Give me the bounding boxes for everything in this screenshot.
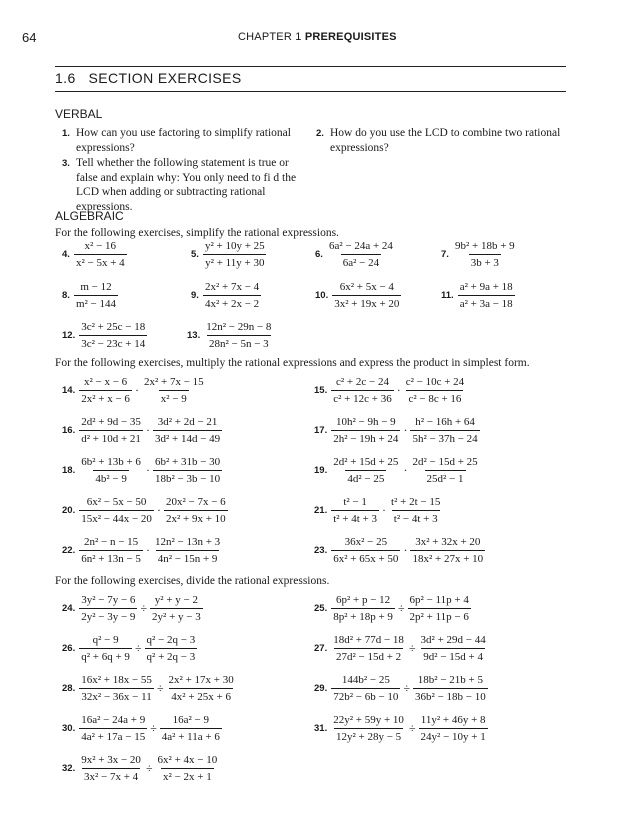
denominator: 9d² − 15d + 4 (421, 648, 485, 663)
numerator: 2x² + 7x − 4 (204, 281, 260, 293)
operator: · (145, 423, 150, 437)
denominator: q² + 6q + 9 (79, 648, 132, 663)
fraction (79, 456, 143, 485)
fraction (410, 416, 479, 445)
numerator: 2x² + 7x − 15 (143, 376, 204, 388)
operator: ÷ (156, 681, 164, 695)
denominator: 4a² + 11a + 6 (160, 728, 222, 743)
denominator: 2y² + y − 3 (150, 608, 203, 623)
denominator: a² + 3a − 18 (458, 295, 515, 310)
numerator: q² − 9 (92, 634, 119, 646)
denominator: 6a² − 24 (341, 254, 381, 269)
exercise-11 (441, 281, 515, 310)
denominator: 4x² + 2x − 2 (203, 295, 261, 310)
section-title (55, 70, 242, 86)
section-number: 1.6 (55, 70, 76, 86)
exercise-number: 6. (315, 249, 323, 260)
fraction (167, 674, 236, 703)
operator: · (403, 463, 408, 477)
exercise-number: 5. (191, 249, 199, 260)
divide-instructions: For the following exercises, divide the rational expressions. (55, 575, 330, 587)
fraction (332, 281, 401, 310)
denominator: 2h² − 19h + 24 (331, 430, 400, 445)
exercise-7 (441, 240, 517, 269)
exercise-number: 17. (314, 425, 328, 436)
exercise-18 (62, 456, 222, 485)
exercise-number: 9. (191, 290, 199, 301)
operator: · (396, 383, 401, 397)
exercise-number: 11. (441, 290, 454, 301)
fraction (203, 281, 261, 310)
denominator: 8p² + 18p + 9 (331, 608, 395, 623)
exercise-12 (62, 321, 147, 350)
fraction (74, 281, 118, 310)
exercise-number: 30. (62, 723, 76, 734)
operator: · (156, 503, 161, 517)
exercise-number: 12. (62, 330, 76, 341)
operator: · (134, 383, 139, 397)
operator: ÷ (403, 681, 411, 695)
exercise-23 (314, 536, 485, 565)
chapter-label: CHAPTER 1 (238, 31, 302, 43)
exercise-number: 22. (62, 545, 76, 556)
numerator: 2d² + 9d − 35 (81, 416, 141, 428)
exercise-number: 32. (62, 763, 76, 774)
fraction (203, 240, 267, 269)
numerator: 16x² + 18x − 55 (81, 674, 152, 686)
fraction (79, 536, 143, 565)
fraction (331, 456, 400, 485)
numerator: x² − 16 (84, 240, 117, 252)
exercise-17 (314, 416, 480, 445)
numerator: 6x² + 5x − 4 (339, 281, 394, 293)
denominator: 3c² − 23c + 14 (79, 335, 147, 350)
exercise-number: 8. (62, 290, 70, 301)
numerator: 2x² + 17x + 30 (168, 674, 234, 686)
denominator: 18b² − 3b − 10 (153, 470, 222, 485)
numerator: 6b² + 31b − 30 (154, 456, 221, 468)
numerator: 6a² − 24a + 24 (328, 240, 393, 252)
numerator: 6b² + 13b + 6 (81, 456, 141, 468)
denominator: 4a² + 17a − 15 (79, 728, 147, 743)
question-text: Tell whether the following statement is true or false and explain why: You only need to fi d the LCD when adding or subtracting rational expressions. (76, 157, 297, 213)
exercise-9 (191, 281, 261, 310)
exercise-number: 14. (62, 385, 76, 396)
section-title-text: SECTION EXERCISES (88, 70, 242, 86)
numerator: q² − 2q − 3 (146, 634, 196, 646)
exercise-25 (314, 594, 471, 623)
fraction (327, 240, 395, 269)
fraction (331, 594, 395, 623)
denominator: 3d² + 14d − 49 (153, 430, 222, 445)
fraction (145, 634, 198, 663)
exercise-4 (62, 240, 127, 269)
chapter-header (238, 31, 397, 43)
exercise-number: 27. (314, 643, 328, 654)
fraction (331, 376, 393, 405)
numerator: 6x² − 5x − 50 (86, 496, 147, 508)
fraction (413, 674, 488, 703)
fraction (389, 496, 442, 525)
denominator: 4b² − 9 (93, 470, 129, 485)
numerator: 3d² + 29d − 44 (420, 634, 486, 646)
chapter-title: PREREQUISITES (304, 31, 397, 43)
numerator: x² − x − 6 (83, 376, 128, 388)
operator: ÷ (134, 641, 142, 655)
denominator: 4d² − 25 (345, 470, 386, 485)
exercise-number: 19. (314, 465, 328, 476)
algebraic-heading: ALGEBRAIC (55, 209, 124, 223)
fraction (156, 754, 220, 783)
verbal-heading: VERBAL (55, 107, 103, 121)
operator: · (145, 543, 150, 557)
exercise-29 (314, 674, 488, 703)
fraction (153, 416, 222, 445)
denominator: x² − 5x + 4 (74, 254, 127, 269)
numerator: 18b² − 21b + 5 (417, 674, 483, 686)
exercise-26 (62, 634, 197, 663)
exercise-number: 7. (441, 249, 449, 260)
fraction (331, 496, 379, 525)
numerator: 18d² + 77d − 18 (333, 634, 404, 646)
numerator: 6x² + 4x − 10 (157, 754, 218, 766)
exercise-15 (314, 376, 466, 405)
exercise-number: 18. (62, 465, 76, 476)
exercise-30 (62, 714, 222, 743)
fraction (458, 281, 515, 310)
exercise-number: 25. (314, 603, 328, 614)
page-number: 64 (22, 30, 37, 45)
denominator: x² − 2x + 1 (161, 768, 214, 783)
fraction (153, 536, 222, 565)
denominator: 36b² − 18b − 10 (413, 688, 488, 703)
exercise-number: 15. (314, 385, 328, 396)
numerator: c² − 10c + 24 (405, 376, 465, 388)
numerator: 144b² − 25 (341, 674, 390, 686)
exercise-number: 13. (187, 330, 201, 341)
denominator: 2p² + 11p − 6 (408, 608, 471, 623)
numerator: 12n² − 29n − 8 (206, 321, 272, 333)
numerator: t² − 1 (343, 496, 367, 508)
section-bottom-rule (55, 91, 566, 92)
fraction (331, 634, 406, 663)
denominator: 32x² − 36x − 11 (79, 688, 153, 703)
fraction (404, 376, 466, 405)
operator: ÷ (150, 721, 157, 735)
fraction (142, 376, 206, 405)
question-number: 1. (62, 128, 70, 139)
denominator: 2x² + 9x + 10 (164, 510, 228, 525)
question-text: How do you use the LCD to combine two rational expressions? (330, 127, 561, 154)
fraction (79, 754, 143, 783)
fraction (79, 416, 143, 445)
fraction (79, 321, 147, 350)
exercise-number: 26. (62, 643, 76, 654)
exercise-21 (314, 496, 442, 525)
denominator: 12y² + 28y − 5 (334, 728, 403, 743)
denominator: 15x² − 44x − 20 (79, 510, 154, 525)
fraction (150, 594, 203, 623)
numerator: c² + 2c − 24 (335, 376, 389, 388)
fraction (410, 536, 485, 565)
numerator: 16a² − 9 (172, 714, 210, 726)
fraction (79, 376, 132, 405)
numerator: 6p² + p − 12 (335, 594, 391, 606)
numerator: 12n² − 13n + 3 (154, 536, 221, 548)
denominator: m² − 144 (74, 295, 118, 310)
operator: · (145, 463, 150, 477)
denominator: 27d² − 15d + 2 (334, 648, 403, 663)
numerator: 11y² + 46y + 8 (420, 714, 486, 726)
numerator: 2d² + 15d + 25 (333, 456, 399, 468)
fraction (331, 674, 400, 703)
exercise-31 (314, 714, 488, 743)
exercise-19 (314, 456, 480, 485)
denominator: 18x² + 27x + 10 (410, 550, 485, 565)
exercise-24 (62, 594, 203, 623)
fraction (408, 594, 471, 623)
numerator: 16a² − 24a + 9 (81, 714, 146, 726)
question-number: 2. (316, 128, 324, 139)
fraction (79, 714, 147, 743)
operator: ÷ (140, 601, 148, 615)
fraction (453, 240, 517, 269)
operator: ÷ (397, 601, 405, 615)
exercise-20 (62, 496, 228, 525)
denominator: q² + 2q − 3 (145, 648, 198, 663)
exercise-32 (62, 754, 219, 783)
denominator: x² − 9 (159, 390, 189, 405)
fraction (79, 674, 154, 703)
fraction (419, 634, 488, 663)
numerator: 2n² − n − 15 (83, 536, 139, 548)
fraction (79, 594, 137, 623)
exercise-13 (187, 321, 273, 350)
numerator: 3c² + 25c − 18 (81, 321, 146, 333)
denominator: 4n² − 15n + 9 (156, 550, 220, 565)
denominator: 4x² + 25x + 6 (169, 688, 233, 703)
numerator: 9x² + 3x − 20 (81, 754, 141, 766)
fraction (204, 321, 273, 350)
exercise-10 (315, 281, 401, 310)
operator: ÷ (408, 721, 416, 735)
exercise-number: 24. (62, 603, 76, 614)
question-1 (62, 126, 298, 155)
operator: · (403, 423, 408, 437)
numerator: m − 12 (80, 281, 112, 293)
numerator: t² + 2t − 15 (391, 496, 441, 508)
operator: · (382, 503, 387, 517)
fraction (74, 240, 127, 269)
denominator: 28n² − 5n − 3 (207, 335, 271, 350)
denominator: t² + 4t + 3 (331, 510, 379, 525)
numerator: 36x² − 25 (344, 536, 388, 548)
denominator: 25d² − 1 (425, 470, 466, 485)
exercise-6 (315, 240, 395, 269)
fraction (153, 456, 222, 485)
operator: ÷ (145, 761, 153, 775)
fraction (331, 416, 400, 445)
denominator: 3x² + 19x + 20 (332, 295, 401, 310)
exercise-number: 10. (315, 290, 329, 301)
numerator: 2d² − 15d + 25 (412, 456, 478, 468)
numerator: 6p² − 11p + 4 (409, 594, 469, 606)
operator: · (403, 543, 408, 557)
exercise-27 (314, 634, 488, 663)
numerator: 9b² + 18b + 9 (454, 240, 515, 252)
exercise-number: 28. (62, 683, 76, 694)
fraction (160, 714, 222, 743)
exercise-number: 31. (314, 723, 328, 734)
numerator: 10h² − 9h − 9 (335, 416, 396, 428)
exercise-16 (62, 416, 222, 445)
exercise-number: 21. (314, 505, 328, 516)
numerator: y² + 10y + 25 (204, 240, 265, 252)
fraction (79, 496, 154, 525)
numerator: y² + y − 2 (154, 594, 198, 606)
operator: ÷ (408, 641, 416, 655)
simplify-instructions: For the following exercises, simplify the rational expressions. (55, 227, 339, 239)
fraction (410, 456, 479, 485)
denominator: 6x² + 65x + 50 (331, 550, 400, 565)
numerator: 3x² + 32x + 20 (415, 536, 481, 548)
question-text: How can you use factoring to simplify rational expressions? (76, 127, 291, 154)
denominator: 3b + 3 (469, 254, 501, 269)
denominator: 2y² − 3y − 9 (79, 608, 137, 623)
denominator: 3x² − 7x + 4 (82, 768, 140, 783)
question-2 (316, 126, 566, 155)
exercise-number: 16. (62, 425, 76, 436)
exercise-number: 4. (62, 249, 70, 260)
denominator: 24y² − 10y + 1 (419, 728, 488, 743)
fraction (164, 496, 228, 525)
denominator: 6n² + 13n − 5 (79, 550, 143, 565)
denominator: d² + 10d + 21 (79, 430, 143, 445)
numerator: 22y² + 59y + 10 (333, 714, 404, 726)
fraction (79, 634, 132, 663)
exercise-number: 23. (314, 545, 328, 556)
question-3 (62, 156, 312, 214)
section-top-rule (55, 66, 566, 67)
exercise-14 (62, 376, 206, 405)
numerator: 3d² + 2d − 21 (157, 416, 218, 428)
denominator: 5h² − 37h − 24 (410, 430, 479, 445)
exercise-8 (62, 281, 118, 310)
question-number: 3. (62, 158, 70, 169)
denominator: c² − 8c + 16 (406, 390, 463, 405)
exercise-number: 20. (62, 505, 76, 516)
denominator: 72b² − 6b − 10 (331, 688, 400, 703)
numerator: a² + 9a + 18 (459, 281, 513, 293)
multiply-instructions: For the following exercises, multiply the rational expressions and express the product in simplest form. (55, 357, 530, 369)
exercise-5 (191, 240, 267, 269)
fraction (419, 714, 488, 743)
numerator: h² − 16h + 64 (415, 416, 475, 428)
denominator: 2x² + x − 6 (79, 390, 132, 405)
fraction (331, 536, 400, 565)
numerator: 3y² − 7y − 6 (81, 594, 136, 606)
denominator: c² + 12c + 36 (331, 390, 393, 405)
fraction (331, 714, 406, 743)
exercise-28 (62, 674, 236, 703)
exercise-number: 29. (314, 683, 328, 694)
exercise-22 (62, 536, 222, 565)
numerator: 20x² − 7x − 6 (165, 496, 226, 508)
denominator: y² + 11y + 30 (203, 254, 266, 269)
denominator: t² − 4t + 3 (392, 510, 440, 525)
